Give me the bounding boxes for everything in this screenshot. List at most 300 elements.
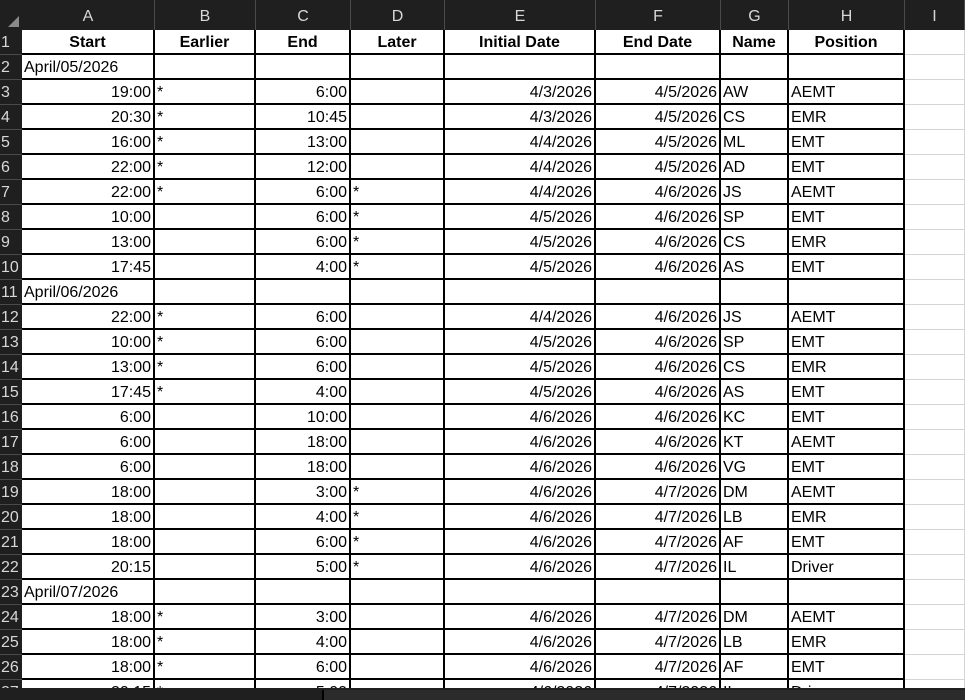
row-header-15[interactable]: 15 xyxy=(0,380,22,405)
cell-b4[interactable]: * xyxy=(155,105,256,130)
cell-g2[interactable] xyxy=(721,55,789,80)
cell-e9[interactable]: 4/5/2026 xyxy=(445,230,596,255)
cell-i1[interactable] xyxy=(905,30,965,55)
section-date-label: April/05/2026 xyxy=(24,59,119,76)
cell-g3[interactable]: AW xyxy=(721,80,789,105)
cell-i11[interactable] xyxy=(905,280,965,305)
cell-a9[interactable]: 13:00 xyxy=(22,230,155,255)
cell-d12[interactable] xyxy=(351,305,445,330)
column-header-c[interactable]: C xyxy=(256,0,351,30)
cell-a25[interactable]: 18:00 xyxy=(22,630,155,655)
cell-g4[interactable]: CS xyxy=(721,105,789,130)
cell-c6[interactable]: 12:00 xyxy=(256,155,351,180)
column-header-e[interactable]: E xyxy=(445,0,596,30)
cell-i5[interactable] xyxy=(905,130,965,155)
cell-i20[interactable] xyxy=(905,505,965,530)
column-header-b[interactable]: B xyxy=(155,0,256,30)
cell-d19[interactable]: * xyxy=(351,480,445,505)
cell-b10[interactable] xyxy=(155,255,256,280)
cell-g16[interactable]: KC xyxy=(721,405,789,430)
cell-f17[interactable]: 4/6/2026 xyxy=(596,430,721,455)
section-row xyxy=(22,580,965,605)
cell-i4[interactable] xyxy=(905,105,965,130)
cell-i21[interactable] xyxy=(905,530,965,555)
row-header-16[interactable]: 16 xyxy=(0,405,22,430)
cell-d13[interactable] xyxy=(351,330,445,355)
cell-a17[interactable]: 6:00 xyxy=(22,430,155,455)
cell-c4[interactable]: 10:45 xyxy=(256,105,351,130)
cell-c21[interactable]: 6:00 xyxy=(256,530,351,555)
cell-e22[interactable]: 4/6/2026 xyxy=(445,555,596,580)
cell-c2[interactable] xyxy=(256,55,351,80)
section-date-label: April/06/2026 xyxy=(24,284,119,301)
row-header-17[interactable]: 17 xyxy=(0,430,22,455)
cell-c19[interactable]: 3:00 xyxy=(256,480,351,505)
row-header-5[interactable]: 5 xyxy=(0,130,22,155)
cell-f12[interactable]: 4/6/2026 xyxy=(596,305,721,330)
cell-e12[interactable]: 4/4/2026 xyxy=(445,305,596,330)
cell-h21[interactable]: EMT xyxy=(789,530,905,555)
cell-d22[interactable]: * xyxy=(351,555,445,580)
cell-h11[interactable] xyxy=(789,280,905,305)
cell-d7[interactable]: * xyxy=(351,180,445,205)
table-row xyxy=(22,530,965,555)
row-header-2[interactable]: 2 xyxy=(0,55,22,80)
cell-b20[interactable] xyxy=(155,505,256,530)
row-header-7[interactable]: 7 xyxy=(0,180,22,205)
table-row xyxy=(22,205,965,230)
cell-e14[interactable]: 4/5/2026 xyxy=(445,355,596,380)
cell-g19[interactable]: DM xyxy=(721,480,789,505)
cell-e19[interactable]: 4/6/2026 xyxy=(445,480,596,505)
table-row xyxy=(22,155,965,180)
cell-a12[interactable]: 22:00 xyxy=(22,305,155,330)
table-row xyxy=(22,430,965,455)
cell-i10[interactable] xyxy=(905,255,965,280)
row-header-8[interactable]: 8 xyxy=(0,205,22,230)
row-header-11[interactable]: 11 xyxy=(0,280,22,305)
cell-e4[interactable]: 4/3/2026 xyxy=(445,105,596,130)
cell-f3[interactable]: 4/5/2026 xyxy=(596,80,721,105)
cell-e18[interactable]: 4/6/2026 xyxy=(445,455,596,480)
table-row xyxy=(22,655,965,680)
cell-h20[interactable]: EMR xyxy=(789,505,905,530)
cell-g21[interactable]: AF xyxy=(721,530,789,555)
cell-f24[interactable]: 4/7/2026 xyxy=(596,605,721,630)
cell-g10[interactable]: AS xyxy=(721,255,789,280)
cell-b16[interactable] xyxy=(155,405,256,430)
cell-e1[interactable]: Initial Date xyxy=(445,30,596,55)
column-header-a[interactable]: A xyxy=(22,0,155,30)
table-row xyxy=(22,305,965,330)
cell-i12[interactable] xyxy=(905,305,965,330)
cell-e20[interactable]: 4/6/2026 xyxy=(445,505,596,530)
cell-d25[interactable] xyxy=(351,630,445,655)
section-row xyxy=(22,280,965,305)
cell-g25[interactable]: LB xyxy=(721,630,789,655)
cell-d9[interactable]: * xyxy=(351,230,445,255)
cell-h3[interactable]: AEMT xyxy=(789,80,905,105)
cell-a20[interactable]: 18:00 xyxy=(22,505,155,530)
row-header-bar xyxy=(0,30,22,700)
cell-a19[interactable]: 18:00 xyxy=(22,480,155,505)
cell-b2[interactable] xyxy=(155,55,256,80)
cell-d20[interactable]: * xyxy=(351,505,445,530)
cell-b8[interactable] xyxy=(155,205,256,230)
cell-b25[interactable]: * xyxy=(155,630,256,655)
column-header-d[interactable]: D xyxy=(351,0,445,30)
table-row xyxy=(22,605,965,630)
cell-e10[interactable]: 4/5/2026 xyxy=(445,255,596,280)
column-header-h[interactable]: H xyxy=(789,0,905,30)
cell-g6[interactable]: AD xyxy=(721,155,789,180)
cell-i26[interactable] xyxy=(905,655,965,680)
cell-h12[interactable]: AEMT xyxy=(789,305,905,330)
cell-f11[interactable] xyxy=(596,280,721,305)
header-row xyxy=(22,30,965,55)
cell-a3[interactable]: 19:00 xyxy=(22,80,155,105)
cell-c7[interactable]: 6:00 xyxy=(256,180,351,205)
cell-c17[interactable]: 18:00 xyxy=(256,430,351,455)
cell-d24[interactable] xyxy=(351,605,445,630)
cell-c3[interactable]: 6:00 xyxy=(256,80,351,105)
select-all-corner[interactable] xyxy=(0,0,22,30)
row-header-9[interactable]: 9 xyxy=(0,230,22,255)
cell-b13[interactable]: * xyxy=(155,330,256,355)
cell-d6[interactable] xyxy=(351,155,445,180)
cell-e25[interactable]: 4/6/2026 xyxy=(445,630,596,655)
select-all-triangle-icon xyxy=(8,16,19,27)
cell-a10[interactable]: 17:45 xyxy=(22,255,155,280)
cell-h26[interactable]: EMT xyxy=(789,655,905,680)
cell-d16[interactable] xyxy=(351,405,445,430)
section-date-label: April/07/2026 xyxy=(24,584,119,601)
cell-f20[interactable]: 4/7/2026 xyxy=(596,505,721,530)
cell-i8[interactable] xyxy=(905,205,965,230)
cell-g23[interactable] xyxy=(721,580,789,605)
cell-h22[interactable]: Driver xyxy=(789,555,905,580)
cell-d8[interactable]: * xyxy=(351,205,445,230)
cell-c20[interactable]: 4:00 xyxy=(256,505,351,530)
table-row xyxy=(22,130,965,155)
cell-b24[interactable]: * xyxy=(155,605,256,630)
table-row xyxy=(22,330,965,355)
cell-i16[interactable] xyxy=(905,405,965,430)
cell-c23[interactable] xyxy=(256,580,351,605)
cell-c11[interactable] xyxy=(256,280,351,305)
row-header-14[interactable]: 14 xyxy=(0,355,22,380)
cell-a24[interactable]: 18:00 xyxy=(22,605,155,630)
cell-f16[interactable]: 4/6/2026 xyxy=(596,405,721,430)
cell-c5[interactable]: 13:00 xyxy=(256,130,351,155)
cell-h16[interactable]: EMT xyxy=(789,405,905,430)
cell-e5[interactable]: 4/4/2026 xyxy=(445,130,596,155)
cell-c12[interactable]: 6:00 xyxy=(256,305,351,330)
cell-f15[interactable]: 4/6/2026 xyxy=(596,380,721,405)
cell-e6[interactable]: 4/4/2026 xyxy=(445,155,596,180)
cell-i24[interactable] xyxy=(905,605,965,630)
cell-a15[interactable]: 17:45 xyxy=(22,380,155,405)
cell-c24[interactable]: 3:00 xyxy=(256,605,351,630)
cell-e13[interactable]: 4/5/2026 xyxy=(445,330,596,355)
cell-f2[interactable] xyxy=(596,55,721,80)
row-header-6[interactable]: 6 xyxy=(0,155,22,180)
cell-e2[interactable] xyxy=(445,55,596,80)
cell-i3[interactable] xyxy=(905,80,965,105)
row-header-19[interactable]: 19 xyxy=(0,480,22,505)
cell-b12[interactable]: * xyxy=(155,305,256,330)
cell-g1[interactable]: Name xyxy=(721,30,789,55)
cell-b19[interactable] xyxy=(155,480,256,505)
cell-h1[interactable]: Position xyxy=(789,30,905,55)
cell-i6[interactable] xyxy=(905,155,965,180)
cell-a6[interactable]: 22:00 xyxy=(22,155,155,180)
cell-g7[interactable]: JS xyxy=(721,180,789,205)
cell-b21[interactable] xyxy=(155,530,256,555)
cell-i2[interactable] xyxy=(905,55,965,80)
cell-f22[interactable]: 4/7/2026 xyxy=(596,555,721,580)
cell-f9[interactable]: 4/6/2026 xyxy=(596,230,721,255)
cell-h5[interactable]: EMT xyxy=(789,130,905,155)
cell-i18[interactable] xyxy=(905,455,965,480)
row-header-26[interactable]: 26 xyxy=(0,655,22,680)
row-header-21[interactable]: 21 xyxy=(0,530,22,555)
cell-a1[interactable]: Start xyxy=(22,30,155,55)
table-row xyxy=(22,480,965,505)
cell-g12[interactable]: JS xyxy=(721,305,789,330)
cell-f8[interactable]: 4/6/2026 xyxy=(596,205,721,230)
row-header-3[interactable]: 3 xyxy=(0,80,22,105)
table-row xyxy=(22,505,965,530)
cell-c22[interactable]: 5:00 xyxy=(256,555,351,580)
cell-d23[interactable] xyxy=(351,580,445,605)
table-row xyxy=(22,555,965,580)
horizontal-scrollbar[interactable] xyxy=(322,690,965,700)
cell-g8[interactable]: SP xyxy=(721,205,789,230)
cell-f4[interactable]: 4/5/2026 xyxy=(596,105,721,130)
cell-c1[interactable]: End xyxy=(256,30,351,55)
cell-f10[interactable]: 4/6/2026 xyxy=(596,255,721,280)
cell-g26[interactable]: AF xyxy=(721,655,789,680)
cell-h13[interactable]: EMT xyxy=(789,330,905,355)
cell-i17[interactable] xyxy=(905,430,965,455)
cell-h25[interactable]: EMR xyxy=(789,630,905,655)
cell-h14[interactable]: EMR xyxy=(789,355,905,380)
cell-e21[interactable]: 4/6/2026 xyxy=(445,530,596,555)
table-row xyxy=(22,405,965,430)
cell-f25[interactable]: 4/7/2026 xyxy=(596,630,721,655)
cell-e16[interactable]: 4/6/2026 xyxy=(445,405,596,430)
cell-e26[interactable]: 4/6/2026 xyxy=(445,655,596,680)
cell-c8[interactable]: 6:00 xyxy=(256,205,351,230)
cell-g20[interactable]: LB xyxy=(721,505,789,530)
cell-b22[interactable] xyxy=(155,555,256,580)
cell-a18[interactable]: 6:00 xyxy=(22,455,155,480)
cell-f21[interactable]: 4/7/2026 xyxy=(596,530,721,555)
table-row xyxy=(22,230,965,255)
cell-f14[interactable]: 4/6/2026 xyxy=(596,355,721,380)
cell-h8[interactable]: EMT xyxy=(789,205,905,230)
cell-c13[interactable]: 6:00 xyxy=(256,330,351,355)
cell-h9[interactable]: EMR xyxy=(789,230,905,255)
cell-i7[interactable] xyxy=(905,180,965,205)
cell-d21[interactable]: * xyxy=(351,530,445,555)
table-row xyxy=(22,630,965,655)
cell-b26[interactable]: * xyxy=(155,655,256,680)
cell-i22[interactable] xyxy=(905,555,965,580)
row-header-24[interactable]: 24 xyxy=(0,605,22,630)
cell-a22[interactable]: 20:15 xyxy=(22,555,155,580)
cell-b1[interactable]: Earlier xyxy=(155,30,256,55)
row-header-1[interactable]: 1 xyxy=(0,30,22,55)
column-header-i[interactable]: I xyxy=(905,0,965,30)
cell-g24[interactable]: DM xyxy=(721,605,789,630)
cell-a14[interactable]: 13:00 xyxy=(22,355,155,380)
cell-g22[interactable]: IL xyxy=(721,555,789,580)
cell-c26[interactable]: 6:00 xyxy=(256,655,351,680)
cell-b9[interactable] xyxy=(155,230,256,255)
cell-d15[interactable] xyxy=(351,380,445,405)
cell-d14[interactable] xyxy=(351,355,445,380)
row-header-20[interactable]: 20 xyxy=(0,505,22,530)
cell-i23[interactable] xyxy=(905,580,965,605)
cell-c18[interactable]: 18:00 xyxy=(256,455,351,480)
cell-g15[interactable]: AS xyxy=(721,380,789,405)
cell-e8[interactable]: 4/5/2026 xyxy=(445,205,596,230)
sheet-tab-area xyxy=(0,690,322,700)
row-header-12[interactable]: 12 xyxy=(0,305,22,330)
section-row xyxy=(22,55,965,80)
cell-c25[interactable]: 4:00 xyxy=(256,630,351,655)
cell-f5[interactable]: 4/5/2026 xyxy=(596,130,721,155)
cell-a8[interactable]: 10:00 xyxy=(22,205,155,230)
cell-c10[interactable]: 4:00 xyxy=(256,255,351,280)
table-row xyxy=(22,80,965,105)
cell-f18[interactable]: 4/6/2026 xyxy=(596,455,721,480)
cell-i9[interactable] xyxy=(905,230,965,255)
cell-c9[interactable]: 6:00 xyxy=(256,230,351,255)
cell-a16[interactable]: 6:00 xyxy=(22,405,155,430)
cell-h18[interactable]: EMT xyxy=(789,455,905,480)
cell-h6[interactable]: EMT xyxy=(789,155,905,180)
table-row xyxy=(22,180,965,205)
cell-i14[interactable] xyxy=(905,355,965,380)
cell-d18[interactable] xyxy=(351,455,445,480)
cell-e15[interactable]: 4/5/2026 xyxy=(445,380,596,405)
cell-b6[interactable]: * xyxy=(155,155,256,180)
row-header-25[interactable]: 25 xyxy=(0,630,22,655)
cell-b5[interactable]: * xyxy=(155,130,256,155)
cell-d4[interactable] xyxy=(351,105,445,130)
cell-f6[interactable]: 4/5/2026 xyxy=(596,155,721,180)
cell-g13[interactable]: SP xyxy=(721,330,789,355)
cell-e17[interactable]: 4/6/2026 xyxy=(445,430,596,455)
cell-a13[interactable]: 10:00 xyxy=(22,330,155,355)
cell-d5[interactable] xyxy=(351,130,445,155)
table-row xyxy=(22,105,965,130)
row-header-13[interactable]: 13 xyxy=(0,330,22,355)
cell-h2[interactable] xyxy=(789,55,905,80)
cell-i13[interactable] xyxy=(905,330,965,355)
cell-h4[interactable]: EMR xyxy=(789,105,905,130)
cell-f19[interactable]: 4/7/2026 xyxy=(596,480,721,505)
cell-a5[interactable]: 16:00 xyxy=(22,130,155,155)
cell-g14[interactable]: CS xyxy=(721,355,789,380)
cell-b7[interactable]: * xyxy=(155,180,256,205)
cell-i25[interactable] xyxy=(905,630,965,655)
cell-b17[interactable] xyxy=(155,430,256,455)
table-row xyxy=(22,255,965,280)
cell-h10[interactable]: EMT xyxy=(789,255,905,280)
cell-b3[interactable]: * xyxy=(155,80,256,105)
row-header-4[interactable]: 4 xyxy=(0,105,22,130)
cell-e24[interactable]: 4/6/2026 xyxy=(445,605,596,630)
cell-d26[interactable] xyxy=(351,655,445,680)
cell-a26[interactable]: 18:00 xyxy=(22,655,155,680)
cell-d11[interactable] xyxy=(351,280,445,305)
cell-h23[interactable] xyxy=(789,580,905,605)
cell-i19[interactable] xyxy=(905,480,965,505)
cell-d3[interactable] xyxy=(351,80,445,105)
table-row xyxy=(22,355,965,380)
cell-b18[interactable] xyxy=(155,455,256,480)
cell-h7[interactable]: AEMT xyxy=(789,180,905,205)
cell-b14[interactable]: * xyxy=(155,355,256,380)
cell-i15[interactable] xyxy=(905,380,965,405)
cell-g9[interactable]: CS xyxy=(721,230,789,255)
cell-g17[interactable]: KT xyxy=(721,430,789,455)
cell-a21[interactable]: 18:00 xyxy=(22,530,155,555)
cell-f23[interactable] xyxy=(596,580,721,605)
cell-b23[interactable] xyxy=(155,580,256,605)
cell-b15[interactable]: * xyxy=(155,380,256,405)
column-header-g[interactable]: G xyxy=(721,0,789,30)
cell-e3[interactable]: 4/3/2026 xyxy=(445,80,596,105)
row-header-22[interactable]: 22 xyxy=(0,555,22,580)
row-header-23[interactable]: 23 xyxy=(0,580,22,605)
cell-c14[interactable]: 6:00 xyxy=(256,355,351,380)
row-header-10[interactable]: 10 xyxy=(0,255,22,280)
cell-h24[interactable]: AEMT xyxy=(789,605,905,630)
cell-b11[interactable] xyxy=(155,280,256,305)
cell-d1[interactable]: Later xyxy=(351,30,445,55)
row-header-18[interactable]: 18 xyxy=(0,455,22,480)
cell-f7[interactable]: 4/6/2026 xyxy=(596,180,721,205)
cell-d17[interactable] xyxy=(351,430,445,455)
cell-f26[interactable]: 4/7/2026 xyxy=(596,655,721,680)
column-header-f[interactable]: F xyxy=(596,0,721,30)
cell-e7[interactable]: 4/4/2026 xyxy=(445,180,596,205)
cell-h15[interactable]: EMT xyxy=(789,380,905,405)
cell-e11[interactable] xyxy=(445,280,596,305)
column-header-bar xyxy=(0,0,965,30)
cell-g18[interactable]: VG xyxy=(721,455,789,480)
cell-f13[interactable]: 4/6/2026 xyxy=(596,330,721,355)
cell-d2[interactable] xyxy=(351,55,445,80)
cell-h17[interactable]: AEMT xyxy=(789,430,905,455)
cell-g11[interactable] xyxy=(721,280,789,305)
cell-a7[interactable]: 22:00 xyxy=(22,180,155,205)
cell-g5[interactable]: ML xyxy=(721,130,789,155)
cell-f1[interactable]: End Date xyxy=(596,30,721,55)
cell-c16[interactable]: 10:00 xyxy=(256,405,351,430)
cell-e23[interactable] xyxy=(445,580,596,605)
cell-h19[interactable]: AEMT xyxy=(789,480,905,505)
table-row xyxy=(22,455,965,480)
cell-a4[interactable]: 20:30 xyxy=(22,105,155,130)
cell-c15[interactable]: 4:00 xyxy=(256,380,351,405)
cell-d10[interactable]: * xyxy=(351,255,445,280)
